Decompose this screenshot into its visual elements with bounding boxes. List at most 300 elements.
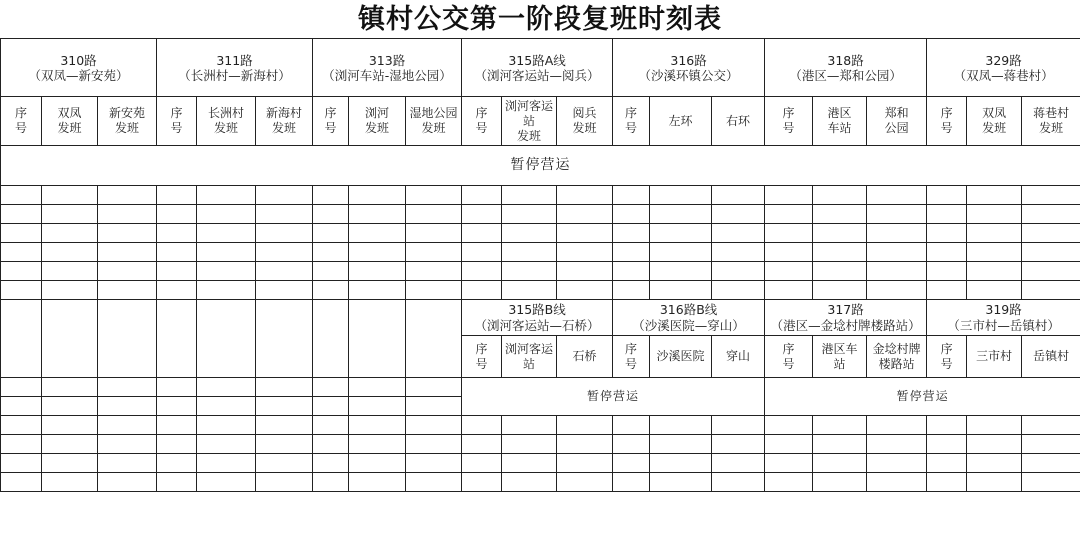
table-cell	[1, 435, 42, 454]
table-cell	[557, 281, 613, 300]
table-cell	[197, 416, 256, 435]
column-header: 浏河 发班	[349, 97, 406, 146]
table-cell	[256, 262, 313, 281]
route-header-bottom-1	[613, 300, 765, 336]
table-cell	[967, 435, 1022, 454]
table-cell	[462, 435, 502, 454]
table-cell	[613, 435, 650, 454]
table-cell	[813, 205, 867, 224]
column-header: 序 号	[313, 97, 349, 146]
table-cell	[349, 454, 406, 473]
table-cell	[42, 262, 98, 281]
table-cell	[927, 224, 967, 243]
table-cell	[157, 435, 197, 454]
table-cell	[197, 378, 256, 397]
table-cell	[1022, 454, 1080, 473]
table-row	[1, 205, 1080, 224]
table-cell	[157, 473, 197, 492]
table-cell	[98, 262, 157, 281]
table-row	[1, 186, 1080, 205]
table-cell	[557, 224, 613, 243]
table-cell	[42, 186, 98, 205]
table-cell	[1022, 281, 1080, 300]
table-cell	[650, 243, 712, 262]
table-row	[1, 473, 1080, 492]
table-cell	[313, 224, 349, 243]
route-endpoints: （双凤—新安苑）	[28, 67, 129, 83]
table-cell	[765, 243, 813, 262]
schedule-table	[0, 38, 1080, 492]
table-cell	[313, 243, 349, 262]
table-cell	[927, 281, 967, 300]
table-cell	[765, 205, 813, 224]
table-cell	[256, 378, 313, 397]
route-endpoints: （港区—郑和公园）	[789, 67, 902, 83]
table-cell	[349, 416, 406, 435]
table-cell	[462, 473, 502, 492]
table-cell	[765, 186, 813, 205]
table-cell	[765, 435, 813, 454]
table-row	[1, 281, 1080, 300]
route-endpoints: （沙溪环镇公交）	[638, 67, 739, 83]
column-header: 蒋巷村 发班	[1022, 97, 1080, 146]
table-cell	[502, 186, 557, 205]
table-cell	[613, 262, 650, 281]
table-cell	[256, 397, 313, 416]
table-cell	[650, 262, 712, 281]
table-cell	[867, 243, 927, 262]
table-cell	[313, 454, 349, 473]
table-cell	[650, 435, 712, 454]
table-cell	[349, 397, 406, 416]
table-cell	[157, 243, 197, 262]
table-cell	[256, 224, 313, 243]
table-cell	[1022, 473, 1080, 492]
table-cell	[813, 454, 867, 473]
route-endpoints: （浏河车站-湿地公园）	[322, 67, 452, 83]
table-cell	[313, 435, 349, 454]
route-header-top-1	[157, 39, 313, 97]
table-cell	[1022, 243, 1080, 262]
table-cell	[256, 300, 313, 378]
table-cell	[927, 435, 967, 454]
route-header-top-0	[1, 39, 157, 97]
table-cell	[349, 473, 406, 492]
table-cell	[967, 224, 1022, 243]
table-cell	[349, 378, 406, 397]
top-column-header-row	[1, 97, 1080, 146]
column-header: 新安苑 发班	[98, 97, 157, 146]
table-cell	[650, 186, 712, 205]
table-cell	[197, 281, 256, 300]
table-cell	[1, 281, 42, 300]
table-cell	[613, 186, 650, 205]
column-header: 右环	[712, 97, 765, 146]
table-cell	[712, 224, 765, 243]
table-cell	[197, 205, 256, 224]
top-route-header-row	[1, 39, 1080, 97]
table-cell	[1, 397, 42, 416]
table-cell	[42, 454, 98, 473]
table-cell	[867, 205, 927, 224]
table-cell	[927, 186, 967, 205]
route-name: 318路	[827, 52, 864, 68]
column-header: 沙溪医院	[650, 336, 712, 378]
column-header: 序 号	[462, 336, 502, 378]
table-cell	[1022, 186, 1080, 205]
table-cell	[867, 281, 927, 300]
table-row	[1, 262, 1080, 281]
table-cell	[557, 205, 613, 224]
table-cell	[462, 454, 502, 473]
table-cell	[313, 473, 349, 492]
suspend-row-top	[1, 146, 1080, 186]
table-cell	[650, 281, 712, 300]
column-header: 穿山	[712, 336, 765, 378]
column-header: 左环	[650, 97, 712, 146]
table-cell	[462, 281, 502, 300]
route-header-top-3	[462, 39, 613, 97]
table-cell	[712, 205, 765, 224]
table-cell	[42, 281, 98, 300]
table-cell	[557, 416, 613, 435]
table-cell	[1, 243, 42, 262]
table-cell	[406, 397, 462, 416]
table-cell	[613, 243, 650, 262]
table-cell	[613, 281, 650, 300]
table-cell	[349, 186, 406, 205]
table-cell	[1, 378, 42, 397]
table-cell	[867, 224, 927, 243]
column-header: 序 号	[157, 97, 197, 146]
table-cell	[712, 435, 765, 454]
table-cell	[42, 435, 98, 454]
table-cell	[313, 186, 349, 205]
table-cell	[98, 281, 157, 300]
table-cell	[349, 435, 406, 454]
suspend-notice-bottom-left: 暂停营运	[462, 378, 765, 416]
table-cell	[867, 416, 927, 435]
table-cell	[406, 300, 462, 378]
table-cell	[256, 416, 313, 435]
table-cell	[349, 300, 406, 378]
table-cell	[557, 243, 613, 262]
table-cell	[406, 243, 462, 262]
table-cell	[813, 416, 867, 435]
table-cell	[157, 224, 197, 243]
route-endpoints: （沙溪医院—穿山）	[632, 317, 745, 333]
table-cell	[157, 205, 197, 224]
table-cell	[1022, 224, 1080, 243]
table-cell	[157, 416, 197, 435]
table-cell	[650, 224, 712, 243]
table-cell	[157, 454, 197, 473]
table-cell	[406, 416, 462, 435]
column-header: 阅兵 发班	[557, 97, 613, 146]
table-cell	[349, 205, 406, 224]
table-cell	[813, 435, 867, 454]
table-cell	[256, 454, 313, 473]
table-cell	[1, 186, 42, 205]
table-cell	[406, 186, 462, 205]
column-header: 序 号	[927, 336, 967, 378]
table-cell	[42, 205, 98, 224]
column-header: 长洲村 发班	[197, 97, 256, 146]
table-cell	[502, 454, 557, 473]
page-title: 镇村公交第一阶段复班时刻表	[358, 4, 722, 35]
table-cell	[967, 243, 1022, 262]
table-cell	[406, 262, 462, 281]
column-header: 湿地公园 发班	[406, 97, 462, 146]
table-cell	[462, 205, 502, 224]
table-cell	[650, 454, 712, 473]
table-cell	[1, 205, 42, 224]
route-header-bottom-3	[927, 300, 1080, 336]
route-name: 316路	[670, 52, 707, 68]
table-cell	[42, 224, 98, 243]
table-cell	[349, 243, 406, 262]
table-cell	[557, 186, 613, 205]
table-cell	[197, 397, 256, 416]
table-cell	[197, 473, 256, 492]
route-header-top-4	[613, 39, 765, 97]
table-row	[1, 243, 1080, 262]
table-cell	[98, 473, 157, 492]
table-cell	[98, 224, 157, 243]
route-name: 315路A线	[508, 52, 566, 68]
table-cell	[650, 205, 712, 224]
column-header: 序 号	[613, 336, 650, 378]
table-row	[1, 435, 1080, 454]
table-cell	[712, 454, 765, 473]
table-cell	[927, 454, 967, 473]
table-cell	[98, 397, 157, 416]
table-cell	[256, 186, 313, 205]
table-cell	[967, 262, 1022, 281]
table-cell	[967, 454, 1022, 473]
table-cell	[349, 281, 406, 300]
route-header-top-5	[765, 39, 927, 97]
table-cell	[502, 473, 557, 492]
column-header: 港区车 站	[813, 336, 867, 378]
table-cell	[98, 186, 157, 205]
table-cell	[98, 435, 157, 454]
table-cell	[197, 300, 256, 378]
table-cell	[256, 281, 313, 300]
suspend-notice-bottom-right: 暂停营运	[765, 378, 1080, 416]
route-name: 311路	[216, 52, 253, 68]
column-header: 序 号	[1, 97, 42, 146]
route-name: 313路	[368, 52, 406, 68]
table-cell	[313, 416, 349, 435]
table-row	[1, 416, 1080, 435]
table-cell	[927, 262, 967, 281]
table-cell	[462, 186, 502, 205]
route-endpoints: （浏河客运站—阅兵）	[474, 67, 600, 83]
table-cell	[197, 262, 256, 281]
table-cell	[157, 186, 197, 205]
table-cell	[98, 378, 157, 397]
table-cell	[502, 281, 557, 300]
route-endpoints: （长洲村—新海村）	[178, 67, 291, 83]
column-header: 序 号	[927, 97, 967, 146]
table-cell	[557, 473, 613, 492]
route-header-bottom-2	[765, 300, 927, 336]
table-cell	[867, 435, 927, 454]
column-header: 序 号	[462, 97, 502, 146]
table-cell	[502, 224, 557, 243]
table-cell	[197, 186, 256, 205]
table-row	[1, 224, 1080, 243]
column-header: 港区 车站	[813, 97, 867, 146]
column-header: 郑和 公园	[867, 97, 927, 146]
route-name: 317路	[827, 301, 864, 317]
route-endpoints: （三市村—岳镇村）	[947, 317, 1060, 333]
table-cell	[462, 243, 502, 262]
table-cell	[502, 435, 557, 454]
table-cell	[406, 454, 462, 473]
table-cell	[98, 300, 157, 378]
table-cell	[502, 243, 557, 262]
table-cell	[613, 224, 650, 243]
table-cell	[927, 473, 967, 492]
table-cell	[1, 262, 42, 281]
table-cell	[813, 224, 867, 243]
route-header-top-6	[927, 39, 1080, 97]
table-cell	[42, 397, 98, 416]
table-cell	[712, 262, 765, 281]
table-cell	[867, 186, 927, 205]
table-cell	[967, 281, 1022, 300]
table-cell	[967, 473, 1022, 492]
table-cell	[613, 473, 650, 492]
table-cell	[313, 205, 349, 224]
table-cell	[557, 262, 613, 281]
route-name: 319路	[985, 301, 1022, 317]
table-cell	[256, 473, 313, 492]
table-cell	[765, 473, 813, 492]
column-header: 浏河客运 站 发班	[502, 97, 557, 146]
table-cell	[712, 416, 765, 435]
table-cell	[197, 435, 256, 454]
table-cell	[650, 416, 712, 435]
column-header: 石桥	[557, 336, 613, 378]
route-name: 316路B线	[659, 301, 718, 317]
table-cell	[157, 397, 197, 416]
column-header: 序 号	[765, 97, 813, 146]
table-cell	[813, 281, 867, 300]
table-cell	[98, 205, 157, 224]
route-name: 329路	[985, 52, 1022, 68]
table-cell	[42, 300, 98, 378]
table-cell	[406, 435, 462, 454]
table-cell	[42, 243, 98, 262]
table-cell	[712, 281, 765, 300]
table-cell	[927, 205, 967, 224]
table-cell	[1022, 262, 1080, 281]
table-cell	[349, 224, 406, 243]
table-cell	[256, 243, 313, 262]
table-cell	[712, 473, 765, 492]
table-cell	[157, 262, 197, 281]
table-cell	[765, 224, 813, 243]
column-header: 金埝村牌 楼路站	[867, 336, 927, 378]
table-cell	[765, 416, 813, 435]
table-cell	[313, 378, 349, 397]
table-cell	[157, 281, 197, 300]
route-endpoints: （浏河客运站—石桥）	[474, 317, 600, 333]
column-header: 新海村 发班	[256, 97, 313, 146]
column-header: 岳镇村	[1022, 336, 1080, 378]
table-cell	[406, 205, 462, 224]
route-endpoints: （港区—金埝村牌楼路站）	[770, 317, 921, 333]
table-cell	[613, 205, 650, 224]
table-cell	[197, 243, 256, 262]
table-cell	[502, 416, 557, 435]
column-header: 双凤 发班	[42, 97, 98, 146]
table-cell	[613, 416, 650, 435]
table-cell	[313, 262, 349, 281]
table-cell	[1, 454, 42, 473]
table-cell	[813, 186, 867, 205]
table-cell	[867, 473, 927, 492]
table-cell	[712, 243, 765, 262]
table-cell	[406, 224, 462, 243]
column-header: 双凤 发班	[967, 97, 1022, 146]
route-name: 315路B线	[508, 301, 566, 317]
column-header: 浏河客运 站	[502, 336, 557, 378]
table-cell	[765, 454, 813, 473]
table-cell	[1, 300, 42, 378]
table-cell	[765, 262, 813, 281]
table-cell	[42, 416, 98, 435]
table-cell	[197, 454, 256, 473]
table-cell	[42, 473, 98, 492]
table-cell	[98, 243, 157, 262]
table-cell	[313, 397, 349, 416]
table-cell	[197, 224, 256, 243]
table-cell	[813, 243, 867, 262]
table-cell	[867, 262, 927, 281]
table-cell	[557, 435, 613, 454]
table-cell	[256, 435, 313, 454]
table-cell	[157, 300, 197, 378]
column-header: 序 号	[613, 97, 650, 146]
table-cell	[813, 262, 867, 281]
table-cell	[1, 224, 42, 243]
table-row	[1, 454, 1080, 473]
route-name: 310路	[60, 52, 97, 68]
route-header-bottom-0	[462, 300, 613, 336]
table-cell	[406, 473, 462, 492]
table-cell	[813, 473, 867, 492]
table-cell	[927, 416, 967, 435]
table-cell	[1, 416, 42, 435]
table-cell	[98, 454, 157, 473]
table-cell	[502, 205, 557, 224]
table-cell	[406, 378, 462, 397]
table-cell	[462, 416, 502, 435]
table-cell	[502, 262, 557, 281]
table-cell	[712, 186, 765, 205]
table-cell	[462, 262, 502, 281]
table-cell	[256, 205, 313, 224]
table-cell	[406, 281, 462, 300]
table-cell	[157, 378, 197, 397]
table-cell	[557, 454, 613, 473]
table-cell	[349, 262, 406, 281]
table-cell	[967, 205, 1022, 224]
